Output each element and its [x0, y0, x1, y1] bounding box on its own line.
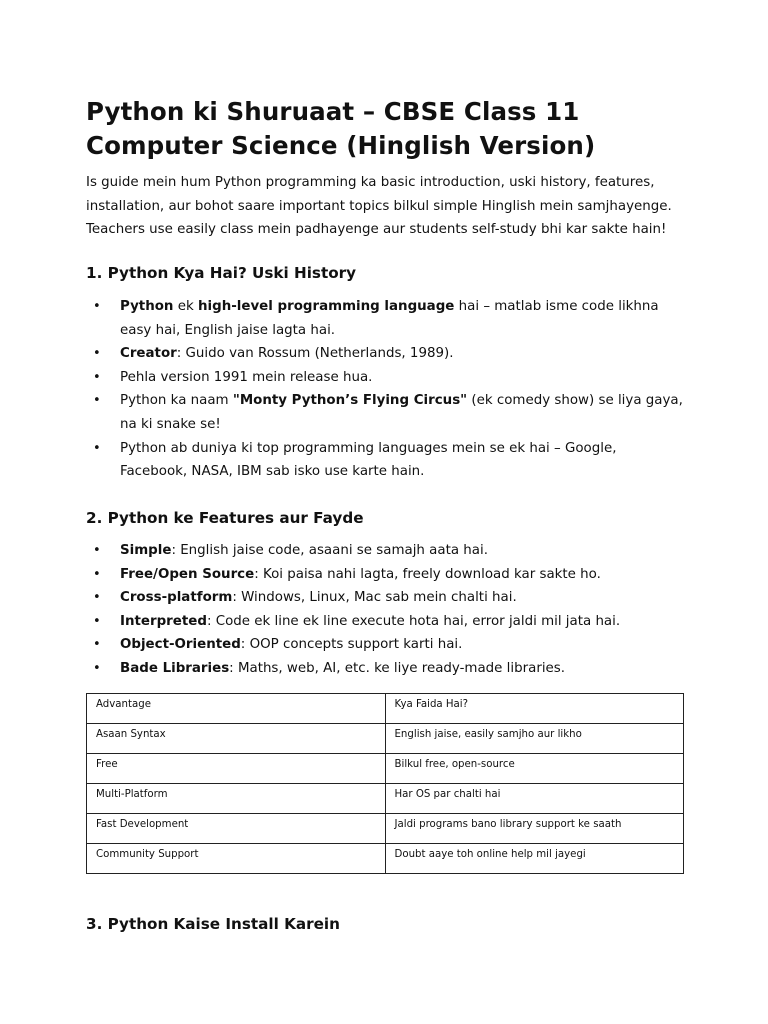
- page-title: Python ki Shuruaat – CBSE Class 11 Computer Science (Hinglish Version): [86, 97, 596, 160]
- section-1-list: [86, 295, 686, 484]
- list-item: • Python ab duniya ki top programming languages mein se ek hai – Google, Facebook, NASA, IBM sab isko use karte hain.: [86, 437, 686, 484]
- section-1-heading: 1. Python Kya Hai? Uski History: [86, 264, 357, 282]
- bullet-icon: •: [93, 543, 101, 558]
- list-item: • Interpreted: Code ek line ek line execute hota hai, error jaldi mil jata hai.: [86, 610, 686, 634]
- table-cell: Kya Faida Hai?: [385, 694, 684, 724]
- advantages-table: [86, 693, 684, 874]
- table-cell: Community Support: [87, 844, 386, 874]
- bullet-icon: •: [93, 369, 101, 385]
- table-row: [87, 784, 684, 814]
- bullet-icon: •: [93, 660, 101, 676]
- bullet-icon: •: [93, 393, 101, 409]
- table-row: [87, 814, 684, 844]
- table-cell: Har OS par chalti hai: [385, 784, 684, 814]
- table-row: [87, 694, 684, 724]
- list-item: • Creator: Guido van Rossum (Netherlands, 1989).: [86, 342, 686, 366]
- intro-paragraph: Is guide mein hum Python programming ka basic introduction, uski history, features, installation, aur bohot saare important topics bilkul simple Hinglish mein samjhayenge. Teachers use easily class mein padhayenge aur students self-study bhi kar sakte hain!: [86, 175, 672, 238]
- bullet-icon: •: [93, 637, 101, 653]
- bullet-icon: •: [93, 566, 101, 582]
- table-cell: Asaan Syntax: [87, 724, 386, 754]
- section-3-heading: 3. Python Kaise Install Karein: [86, 915, 340, 933]
- list-item: • Simple: English jaise code, asaani se samajh aata hai.: [86, 539, 686, 563]
- table-cell: Fast Development: [87, 814, 386, 844]
- list-item: • Bade Libraries: Maths, web, AI, etc. ke liye ready-made libraries.: [86, 657, 686, 681]
- table-cell: Doubt aaye toh online help mil jayegi: [385, 844, 684, 874]
- table-row: [87, 724, 684, 754]
- list-item: • Pehla version 1991 mein release hua.: [86, 366, 686, 390]
- table-cell: Free: [87, 754, 386, 784]
- table-row: [87, 754, 684, 784]
- list-item: • Object-Oriented: OOP concepts support karti hai.: [86, 633, 686, 657]
- section-2-list: [86, 539, 686, 681]
- list-item: • Free/Open Source: Koi paisa nahi lagta, freely download kar sakte ho.: [86, 563, 686, 587]
- table-cell: Bilkul free, open-source: [385, 754, 684, 784]
- bullet-icon: •: [93, 440, 101, 456]
- bullet-icon: •: [93, 299, 101, 314]
- table-cell: Jaldi programs bano library support ke saath: [385, 814, 684, 844]
- table-cell: Multi-Platform: [87, 784, 386, 814]
- bullet-icon: •: [93, 613, 101, 629]
- section-2-heading: 2. Python ke Features aur Fayde: [86, 509, 364, 527]
- list-item: • Cross-platform: Windows, Linux, Mac sab mein chalti hai.: [86, 586, 686, 610]
- table-row: [87, 844, 684, 874]
- bullet-icon: •: [93, 346, 101, 362]
- bullet-icon: •: [93, 590, 101, 606]
- table-cell: English jaise, easily samjho aur likho: [385, 724, 684, 754]
- table-cell: Advantage: [87, 694, 386, 724]
- list-item: • Python ka naam "Monty Python’s Flying Circus" (ek comedy show) se liya gaya, na ki snake se!: [86, 389, 686, 436]
- list-item: • Python ek high-level programming language hai – matlab isme code likhna easy hai, English jaise lagta hai.: [86, 295, 686, 342]
